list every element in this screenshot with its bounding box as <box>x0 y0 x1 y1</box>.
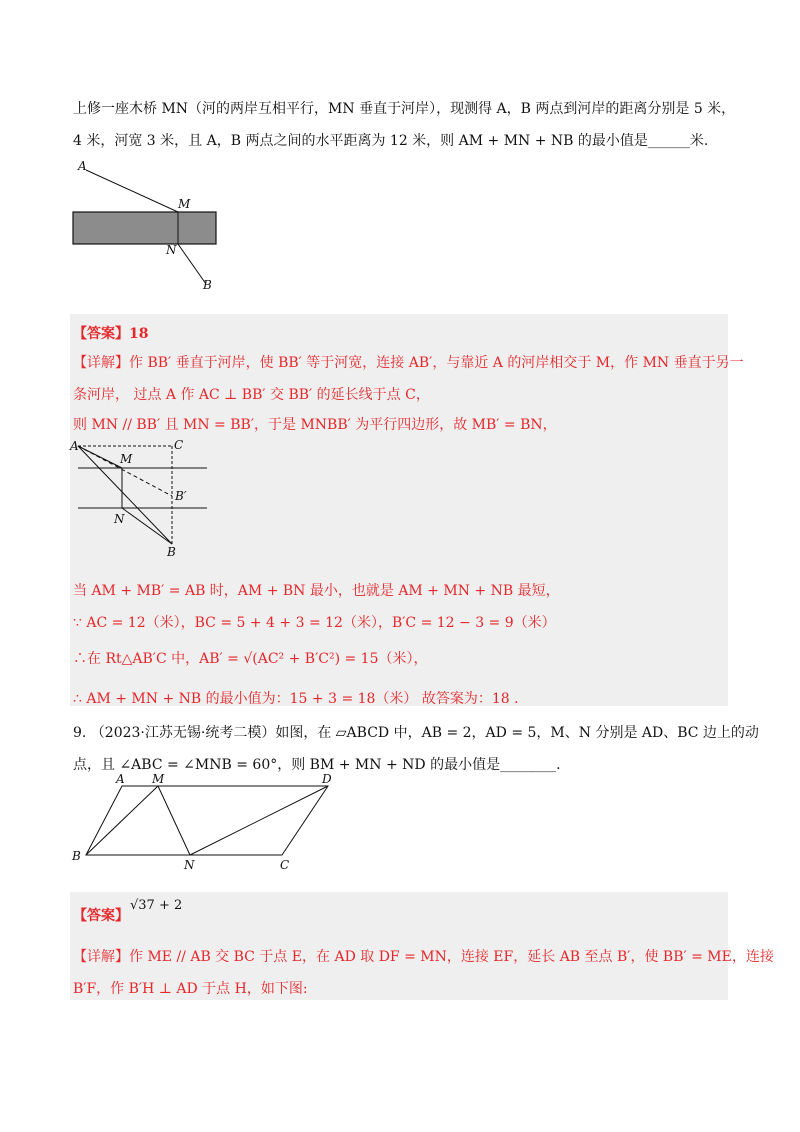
answer9-detail1: 【详解】作 ME // AB 交 BC 于点 E，在 AD 取 DF = MN，连接 EF，延长 AB 至点 B′，使 BB′ = ME，连接 <box>73 949 774 965</box>
label-N: N <box>166 243 177 257</box>
label-M: M <box>120 452 133 466</box>
label-B-prime: B′ <box>175 489 187 503</box>
label-D: D <box>322 772 332 786</box>
label-A: A <box>78 159 87 173</box>
river-bridge-figure <box>60 150 240 300</box>
answer8-step2: ∵ AC = 12（米），BC = 5 + 4 + 3 = 12（米），B′C = 12 − 3 = 9（米） <box>73 615 556 631</box>
label-C: C <box>174 438 184 452</box>
label-N: N <box>114 512 125 526</box>
answer8-step4: ∴ AM + MN + NB 的最小值为：15 + 3 = 18（米） 故答案为：18 . <box>73 691 519 707</box>
problem9-line1: 9. （2023·江苏无锡·统考二模）如图，在 ▱ABCD 中，AB = 2，AD = 5，M、N 分别是 AD、BC 边上的动 <box>73 725 759 741</box>
answer9-label: 【答案】 <box>73 908 129 924</box>
answer8-answer: 【答案】18 <box>73 326 149 342</box>
label-B: B <box>72 849 81 863</box>
label-N: N <box>184 858 195 872</box>
label-B: B <box>203 278 212 292</box>
answer9-value: √37 + 2 <box>130 898 183 913</box>
answer8-step3: ∴在 Rt△AB′C 中，AB′ = √(AC² + B′C²) = 15（米）， <box>73 651 428 667</box>
answer9-detail2: B′F，作 B′H ⊥ AD 于点 H，如下图: <box>73 981 308 997</box>
problem9-line2: 点，且 ∠ABC = ∠MNB = 60°，则 BM + MN + ND 的最小值是________. <box>73 757 561 773</box>
label-M: M <box>152 772 165 786</box>
label-C: C <box>280 858 290 872</box>
answer8-detail2: 条河岸， 过点 A 作 AC ⊥ BB′ 交 BB′ 的延长线于点 C， <box>73 387 430 403</box>
problem8-line1: 上修一座木桥 MN（河的两岸互相平行，MN 垂直于河岸），现测得 A，B 两点到河岸的距离分别是 5 米， <box>73 101 736 117</box>
answer8-figure <box>64 432 224 562</box>
answer8-step1: 当 AM + MB′ = AB 时，AM + BN 最小，也就是 AM + MN + NB 最短， <box>73 583 560 599</box>
parallelogram-figure <box>64 772 344 872</box>
problem8-line2: 4 米，河宽 3 米，且 A，B 两点之间的水平距离为 12 米，则 AM + MN + NB 的最小值是______米. <box>73 133 709 149</box>
label-B: B <box>167 545 176 559</box>
label-A: A <box>70 439 79 453</box>
answer8-detail3: 则 MN // BB′ 且 MN = BB′，于是 MNBB′ 为平行四边形，故 MB′ = BN， <box>73 417 557 433</box>
answer8-detail1: 【详解】作 BB′ 垂直于河岸，使 BB′ 等于河宽，连接 AB′，与靠近 A 的河岸相交于 M，作 MN 垂直于另一 <box>73 355 744 371</box>
label-M: M <box>178 197 191 211</box>
label-A: A <box>116 772 125 786</box>
